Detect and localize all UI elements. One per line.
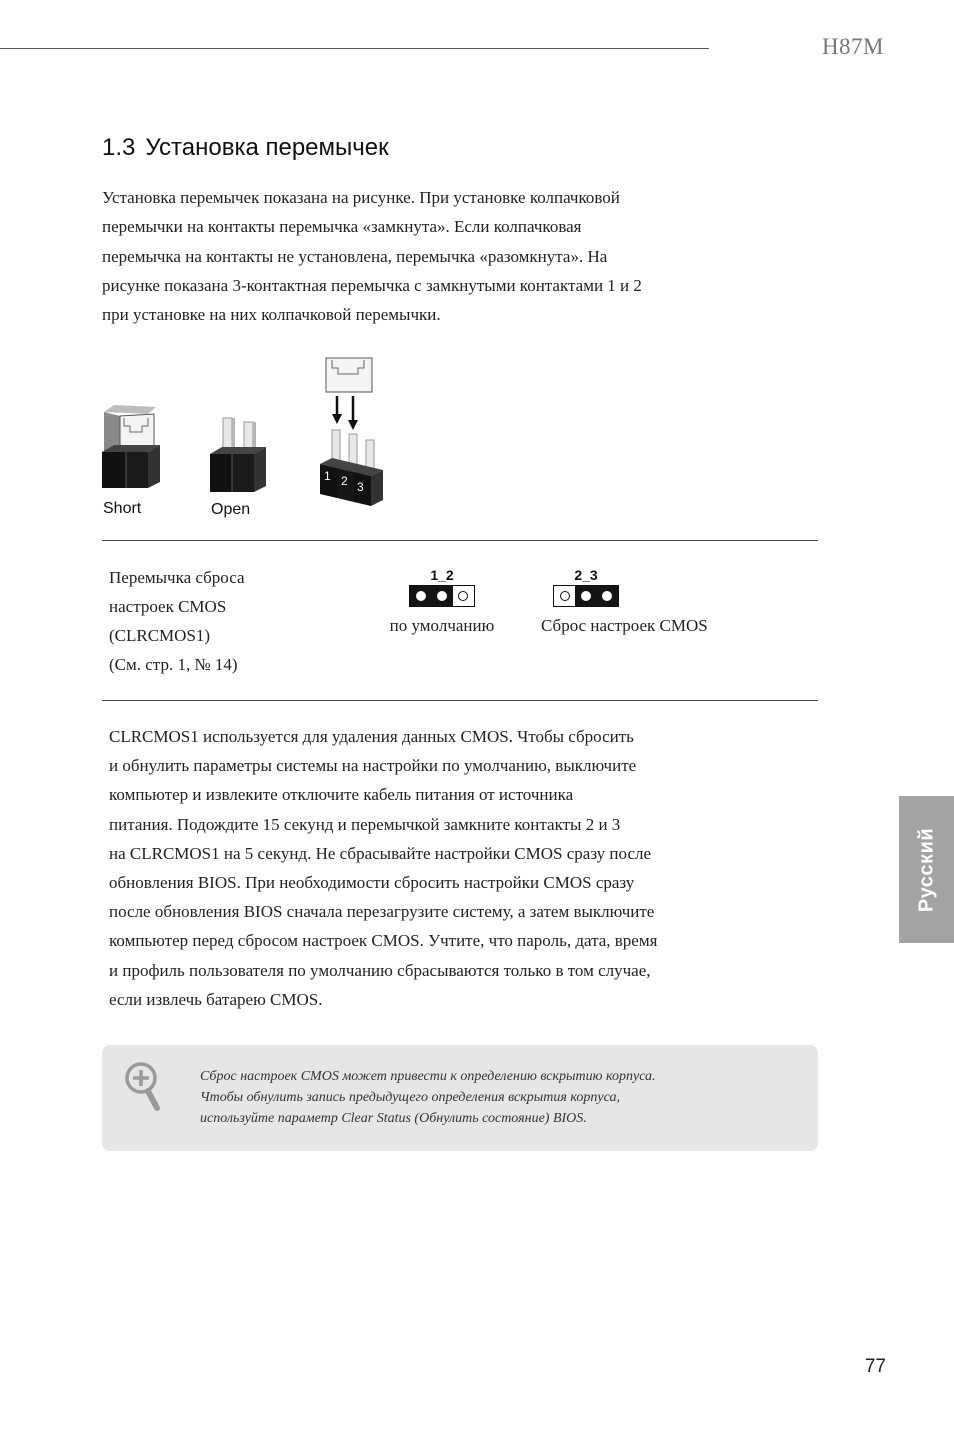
setting-caption: Сброс настроек CMOS [541, 616, 708, 635]
intro-line: рисунке показана 3-контактная перемычка с замкнутыми контактами 1 и 2 [102, 275, 642, 295]
pin-header-1-2 [409, 585, 475, 607]
setting-default [382, 565, 502, 636]
setting-caption: по умолчанию [389, 616, 495, 635]
clrcmos-description [109, 722, 769, 1014]
pin-number-1: 1 [324, 469, 331, 483]
body-line: и профиль пользователя по умолчанию сбрасываются только в том случае, [109, 960, 651, 980]
intro-paragraph [102, 183, 762, 329]
intro-line: перемычки на контакты перемычка «замкнута». Если колпачковая [102, 217, 582, 237]
cmos-label-line: Перемычка сброса [109, 568, 245, 587]
header-model: H87M [821, 34, 884, 59]
note-box [102, 1045, 818, 1151]
intro-line: перемычка на контакты не установлена, перемычка «разомкнута». На [102, 246, 608, 266]
note-line: Чтобы обнулить запись предыдущего определения вскрытия корпуса, [200, 1090, 620, 1105]
cmos-jumper-label [109, 563, 245, 679]
three-pin-jumper-graphic [320, 358, 383, 506]
body-line: обновления BIOS. При необходимости сбросить настройки CMOS сразу [109, 873, 635, 893]
pin-number-2: 2 [341, 474, 348, 488]
cmos-label-line: (CLRCMOS1) [109, 626, 211, 645]
pin-number-3: 3 [357, 480, 364, 494]
body-line: компьютер перед сбросом настроек CMOS. Учтите, что пароль, дата, время [109, 931, 658, 951]
cmos-label-line: настроек CMOS [109, 597, 227, 616]
open-label: Open [211, 501, 251, 518]
cmos-label-line: (См. стр. 1, № 14) [109, 655, 238, 674]
jumper-illustration-graphic [96, 352, 396, 512]
intro-line: Установка перемычек показана на рисунке. При установке колпачковой [102, 188, 620, 207]
body-line: питания. Подождите 15 секунд и перемычкой замкните контакты 2 и 3 [109, 814, 621, 834]
body-line: CLRCMOS1 используется для удаления данных CMOS. Чтобы сбросить [109, 727, 634, 746]
pin-2 [575, 586, 596, 606]
short-label: Short [103, 500, 142, 517]
pin-header-2-3 [553, 585, 619, 607]
body-line: если извлечь батарею CMOS. [109, 989, 323, 1009]
section-title [102, 134, 389, 162]
section-number: 1.3 [102, 134, 136, 161]
table-bottom-rule [102, 700, 818, 701]
body-line: компьютер и извлеките отключите кабель питания от источника [109, 785, 574, 805]
body-line: после обновления BIOS сначала перезагрузите систему, а затем выключите [109, 902, 655, 922]
pin-3 [453, 586, 474, 606]
intro-line: при установке на них колпачковой перемычки. [102, 305, 441, 325]
header-rule [0, 48, 709, 49]
language-tab [899, 796, 954, 943]
open-jumper-graphic [210, 418, 266, 492]
jumper-illustration [96, 352, 396, 527]
note-line: Сброс настроек CMOS может привести к определению вскрытию корпуса. [200, 1069, 656, 1084]
setting-pin-label: 1_2 [430, 567, 454, 583]
body-line: и обнулить параметры системы на настройки по умолчанию, выключите [109, 756, 637, 776]
pin-1 [554, 586, 575, 606]
language-tab-label: Русский [915, 827, 937, 912]
pin-1 [410, 586, 431, 606]
pin-3 [597, 586, 618, 606]
page-number: 77 [864, 1356, 886, 1377]
setting-reset [521, 565, 708, 636]
section-title-text: Установка перемычек [145, 134, 389, 161]
note-line: используйте параметр Clear Status (Обнулить состояние) BIOS. [200, 1111, 587, 1126]
setting-pin-label: 2_3 [574, 567, 598, 583]
magnifier-plus-icon [122, 1061, 164, 1113]
body-line: на CLRCMOS1 на 5 секунд. Не сбрасывайте настройки CMOS сразу после [109, 843, 652, 863]
pin-2 [431, 586, 452, 606]
table-top-rule [102, 540, 818, 541]
short-jumper-graphic [102, 405, 160, 488]
note-text [200, 1066, 656, 1129]
